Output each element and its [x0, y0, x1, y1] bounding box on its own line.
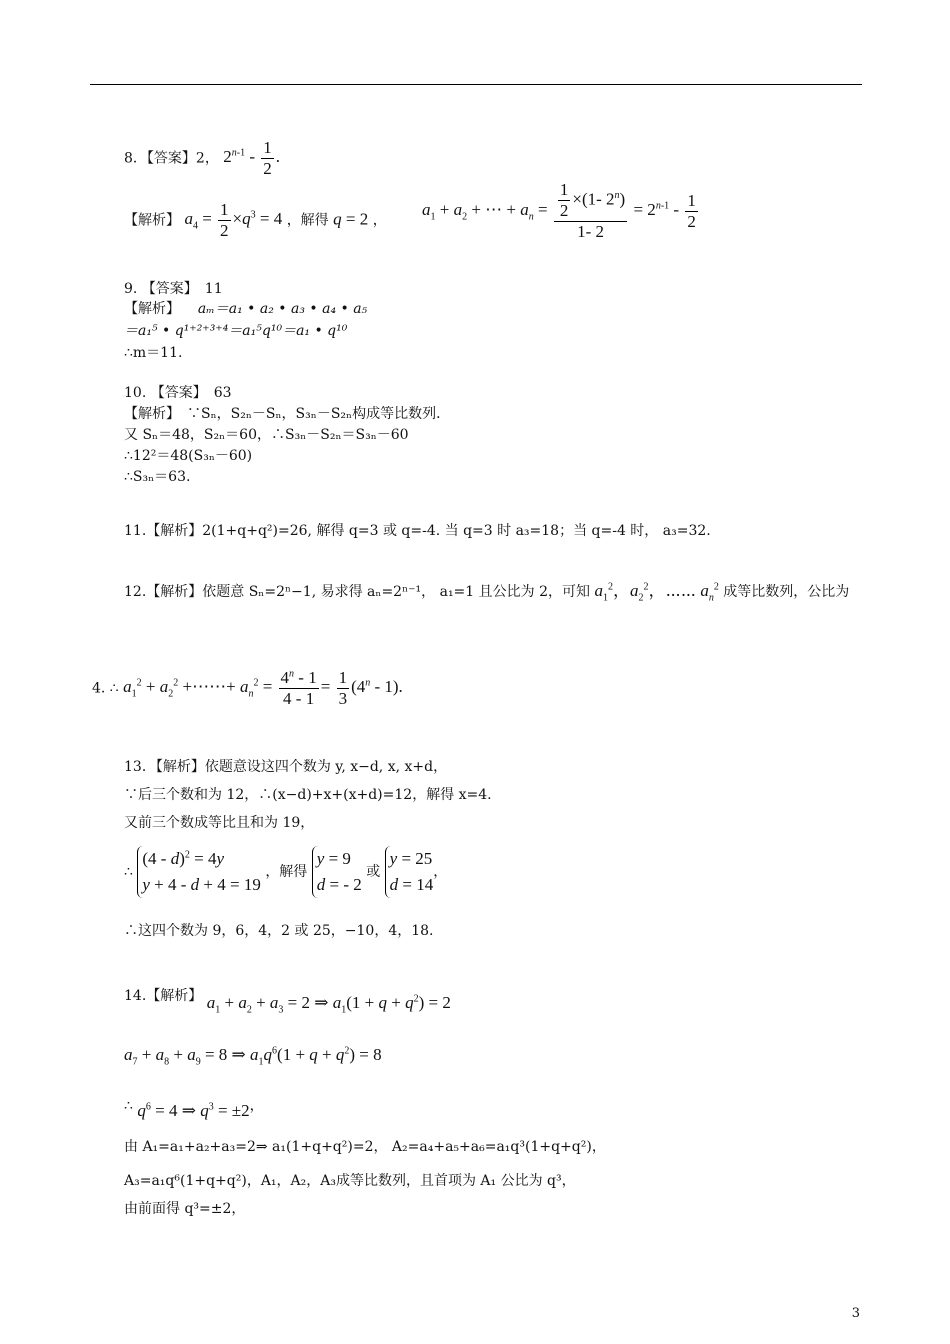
p13-system1: (4 - d)$^2$ = 4y y + 4 - d + 4 = 19 — [137, 846, 260, 898]
p13-system2: y = 9 d = - 2 — [312, 846, 362, 898]
p14-eq1: $a_1 + a_2 + a_3 = 2$ ⇒ $a_1(1 + q + q^2) = 2$ — [206, 993, 451, 1016]
p14-eq3: $q^6 = 4$ ⇒ $q^3 = \pm 2$ — [137, 1101, 250, 1120]
p10-line1: 【解析】 ∵Sₙ，S₂ₙ－Sₙ，S₃ₙ－S₂ₙ构成等比数列． — [124, 406, 451, 422]
p12-line2 — [92, 668, 403, 709]
p14-eq2: $a_7 + a_8 + a_9 = 8$ ⇒ $a_1q^6(1 + q + q^2) = 8$ — [124, 1045, 382, 1068]
p10-line3: ∴12²＝48(S₃ₙ－60) — [124, 448, 253, 464]
p12-sum: $a_1^2 + a_2^2$ +⋯⋯+ $a_n^2$ = $\frac{4^n - 1}{4 - 1}$ = $\frac{1}{3}$ (4$^n$ - 1). — [123, 668, 403, 708]
p8-sum — [422, 180, 700, 242]
p8-mid: ，解得 — [286, 212, 329, 229]
p14-line6: 由前面得 q³=±2， — [124, 1201, 246, 1217]
p12-tail: 成等比数列，公比为 — [723, 584, 850, 600]
p14-line1 — [124, 986, 451, 1016]
p13-line2: ∵后三个数和为 12，∴(x−d)+x+(x+d)=12，解得 x=4. — [124, 787, 492, 803]
p9-explain — [124, 300, 367, 318]
p9-label: 9. 【答案】 11 — [124, 281, 223, 297]
p12-line1 — [124, 581, 850, 604]
p9-line2: ＝a₁⁵ • q¹⁺²⁺³⁺⁴＝a₁⁵q¹⁰＝a₁ • q¹⁰ — [124, 323, 348, 339]
p8-eq3: $a_1 + a_2$ + ⋯ + $a_n$ = $\frac{1}{2}$ ×(1- 2$^n$) 1- 2 = $2^{n-1}$ - $\frac{1}{2}$ — [422, 180, 696, 241]
p14-line4: 由 A₁=a₁+a₂+a₃=2⇒ a₁(1+q+q²)=2， A₂=a₄+a₅+a₆=a₁q³(1+q+q²)， — [124, 1139, 606, 1155]
p9-line3: ∴m＝11. — [124, 345, 183, 361]
p13-system: ∴ (4 - d)$^2$ = 4y y + 4 - d + 4 = 19 ，解得 y = 9 d = - 2 或 y = 25 d = 14， — [124, 846, 447, 898]
p8-eq1: $a_4$ = $\frac{1}{2}$ $\times q^3 = 4$ — [184, 200, 283, 240]
p14-line2 — [124, 1045, 382, 1068]
p13-line3: 又前三个数成等比且和为 19， — [124, 815, 315, 831]
header-rule — [90, 84, 862, 85]
p8-explain — [124, 200, 387, 241]
p13-system3: y = 25 d = 14 — [385, 846, 434, 898]
p14-label: 14.【解析】 — [124, 988, 203, 1004]
p10-line4: ∴S₃ₙ＝63. — [124, 469, 191, 485]
p13-line1: 13．【解析】依题意设这四个数为 y, x−d, x, x+d， — [124, 759, 448, 775]
p8-formula: 2$^{n-1}$ - $\frac{1}{2}$ . — [223, 138, 281, 178]
p9-line1: aₘ＝a₁ • a₂ • a₃ • a₄ • a₅ — [197, 301, 368, 317]
p10-label: 10. 【答案】 63 — [124, 385, 232, 401]
p13-line5: ∴这四个数为 9，6，4，2 或 25，−10，4，18. — [124, 923, 434, 939]
p13-or: 或 — [366, 864, 381, 880]
p12-seq: $a_1^2$，$a_2^2$，⋯⋯ $a_n^2$ — [594, 581, 719, 604]
p8-eq2: q = 2 — [333, 209, 369, 229]
p12-line2-start: 4. ∴ — [92, 680, 119, 697]
p8-explain-label: 【解析】 — [124, 212, 180, 229]
p9-explain-label: 【解析】 — [124, 301, 180, 317]
p12-text: 12.【解析】依题意 Sₙ=2ⁿ−1, 易求得 aₙ=2ⁿ⁻¹， a₁=1 且公比为 2，可知 — [124, 584, 590, 600]
p10-line2: 又 Sₙ＝48，S₂ₙ＝60，∴S₃ₙ－S₂ₙ＝S₃ₙ－60 — [124, 427, 409, 443]
p13-therefore: ∴ — [124, 864, 133, 880]
p11-text: 11.【解析】2(1+q+q²)=26, 解得 q=3 或 q=-4. 当 q=3 时 a₃=18；当 q=-4 时， a₃=32. — [124, 523, 711, 539]
p8-answer — [124, 138, 280, 179]
p13-solve: ，解得 — [265, 864, 308, 880]
p14-line5: A₃=a₁q⁶(1+q+q²)，A₁，A₂，A₃成等比数列，且首项为 A₁ 公比为 q³， — [124, 1173, 576, 1189]
p8-comma: ， — [372, 212, 387, 229]
p14-therefore: ∴ — [124, 1098, 133, 1114]
p14-line3: ∴ $q^6 = 4$ ⇒ $q^3 = \pm 2$， — [124, 1098, 264, 1120]
p8-label: 8．【答案】2， — [124, 150, 219, 167]
page-number: 3 — [851, 1306, 860, 1321]
